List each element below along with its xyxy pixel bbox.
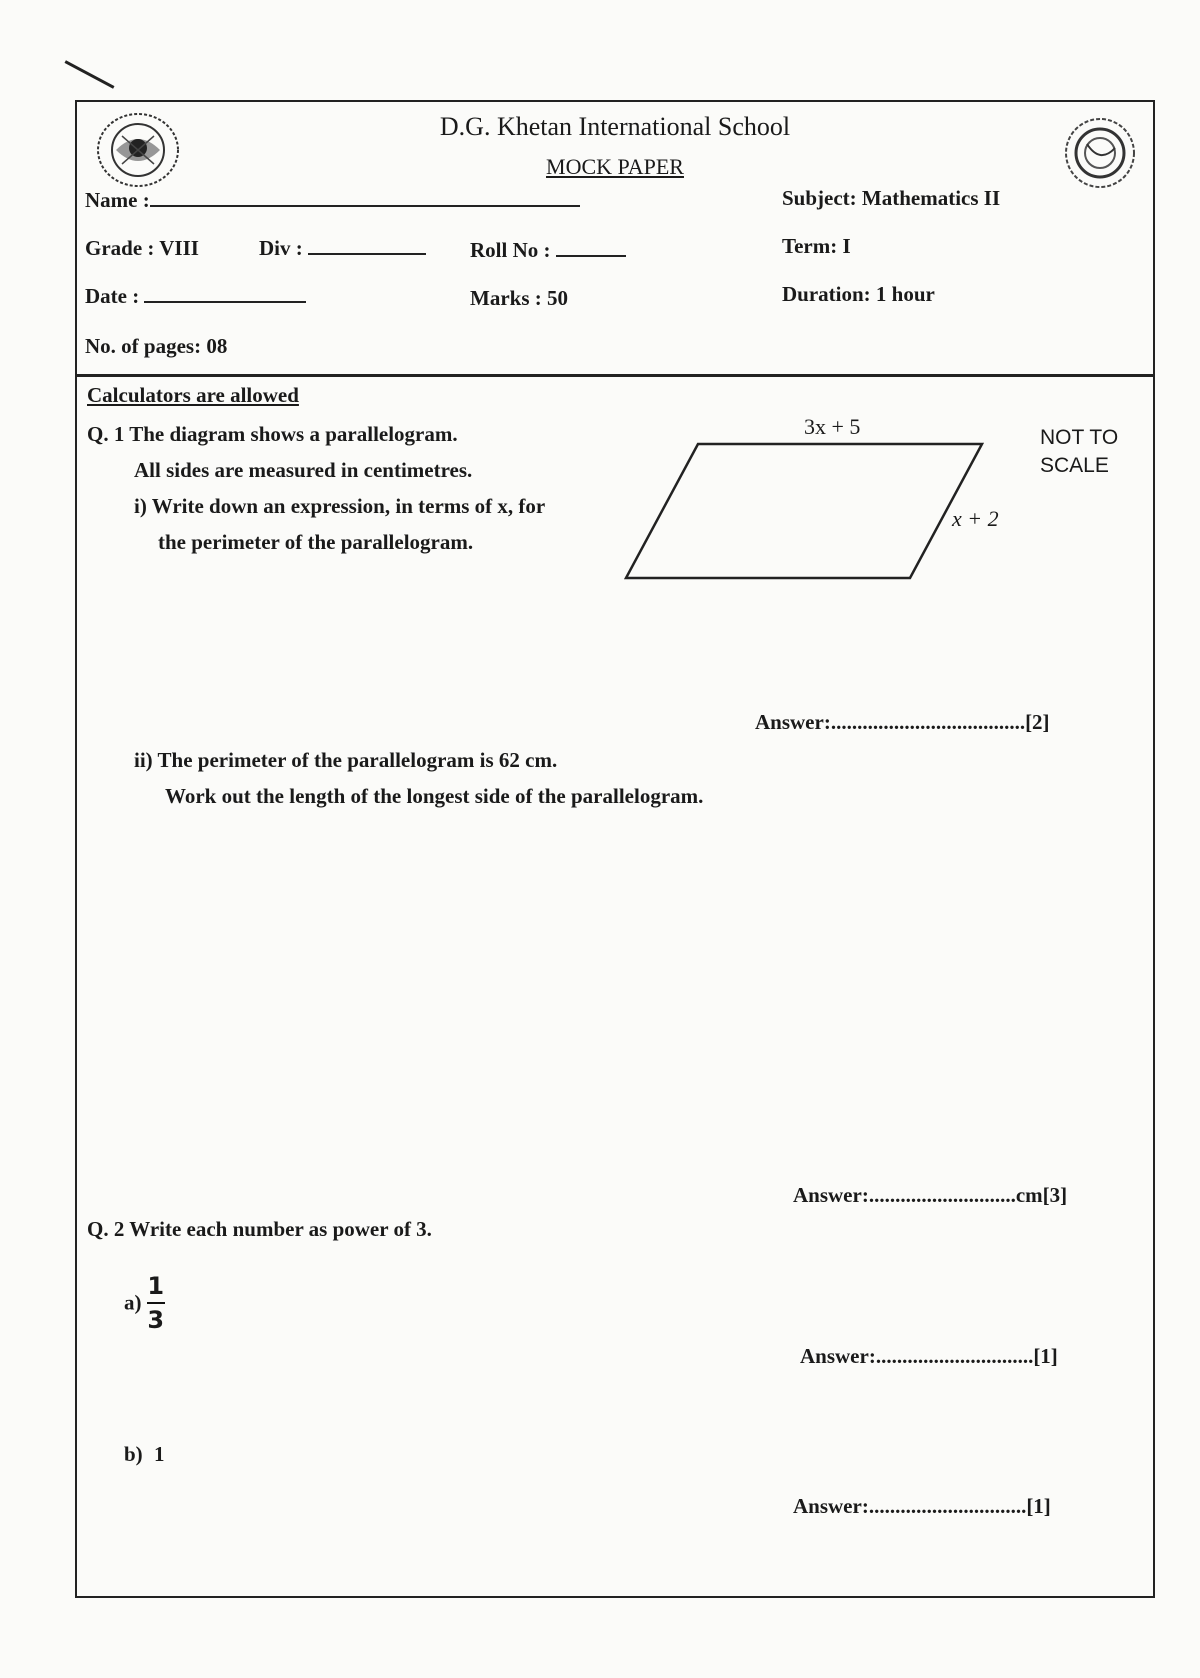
fraction-numerator: 1 xyxy=(147,1272,165,1300)
div-field xyxy=(259,236,426,261)
roll-blank[interactable] xyxy=(556,255,626,257)
q2-b-value: 1 xyxy=(153,1442,165,1466)
q1-part-ii-line2: Work out the length of the longest side of the parallelogram. xyxy=(165,784,704,808)
q1-part-i-line2: the perimeter of the parallelogram. xyxy=(158,530,474,554)
div-blank[interactable] xyxy=(308,253,426,255)
q1-part-i-line1: i) Write down an expression, in terms of x, for xyxy=(134,494,546,518)
parallelogram-diagram xyxy=(620,440,1000,590)
parallelogram-shape xyxy=(626,444,982,578)
marks: Marks : 50 xyxy=(470,286,568,310)
instructions: Calculators are allowed xyxy=(87,383,299,407)
q2-b-label: b) xyxy=(124,1442,143,1466)
q2-part-a xyxy=(124,1272,165,1334)
scale-note xyxy=(1040,424,1118,480)
header-box xyxy=(75,100,1155,376)
date-label: Date : xyxy=(85,284,140,308)
fraction-denominator: 3 xyxy=(147,1306,165,1334)
roll-label: Roll No : xyxy=(470,238,551,262)
roll-field xyxy=(470,238,626,263)
pen-stroke-mark xyxy=(65,60,115,88)
paper-type: MOCK PAPER xyxy=(546,154,684,179)
date-blank[interactable] xyxy=(144,301,306,303)
grade: Grade : VIII xyxy=(85,236,199,260)
slant-side-label: x + 2 xyxy=(952,506,999,531)
term: Term: I xyxy=(782,234,851,258)
fraction-bar xyxy=(147,1302,165,1304)
scale-note-line2: SCALE xyxy=(1040,454,1109,477)
duration: Duration: 1 hour xyxy=(782,282,935,306)
subject: Subject: Mathematics II xyxy=(782,186,1001,210)
q2-part-b xyxy=(124,1442,164,1467)
name-blank[interactable] xyxy=(150,205,580,207)
q2-answer-a[interactable]: Answer:..............................[1] xyxy=(800,1344,1058,1368)
date-field xyxy=(85,284,306,309)
scale-note-line1: NOT TO xyxy=(1040,426,1119,449)
q2-answer-b[interactable]: Answer:..............................[1] xyxy=(793,1494,1051,1518)
q2-line1: Q. 2 Write each number as power of 3. xyxy=(87,1217,432,1241)
div-label: Div : xyxy=(259,236,303,260)
pages: No. of pages: 08 xyxy=(85,334,228,358)
top-side-label: 3x + 5 xyxy=(804,414,861,439)
q1-answer-ii[interactable]: Answer:............................cm[3] xyxy=(793,1183,1068,1207)
q1-line2: All sides are measured in centimetres. xyxy=(134,458,473,482)
q1-answer-i[interactable]: Answer:.....................................[2] xyxy=(755,710,1050,734)
name-field xyxy=(85,188,580,213)
name-label: Name : xyxy=(85,188,150,212)
q2-a-label: a) xyxy=(124,1290,142,1315)
fraction-one-third xyxy=(147,1272,165,1334)
q1-part-ii-line1: ii) The perimeter of the parallelogram is 62 cm. xyxy=(134,748,558,772)
school-name: D.G. Khetan International School xyxy=(439,112,791,141)
q1-line1: Q. 1 The diagram shows a parallelogram. xyxy=(87,422,458,446)
